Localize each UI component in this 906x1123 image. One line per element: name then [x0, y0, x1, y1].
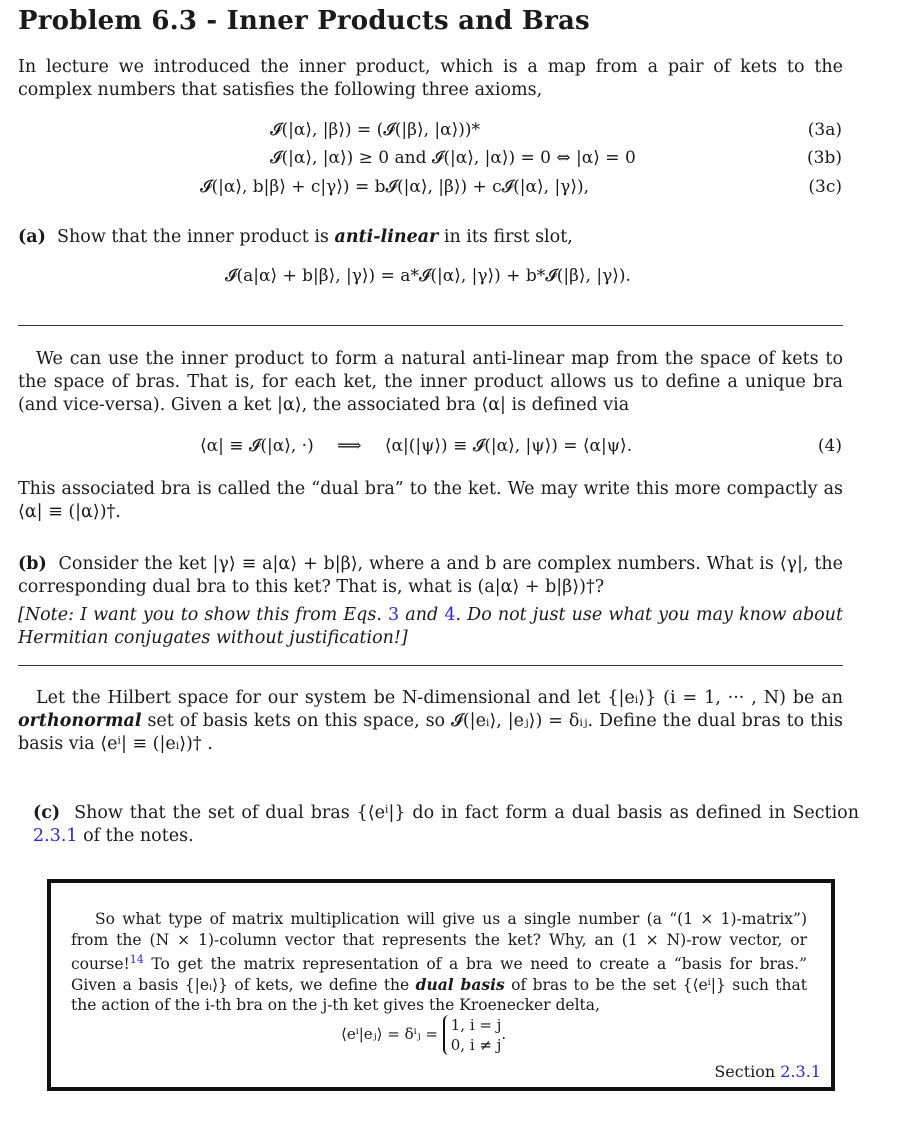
case-2: 0, i ≠ j [450, 1036, 502, 1054]
eq-label-4: (4) [817, 436, 842, 456]
axiom-3b: 𝓘(|α⟩, |α⟩) ≥ 0 and 𝓘(|α⟩, |α⟩) = 0 ⇔ |α⟩ = 0 [270, 148, 636, 168]
box-section-link[interactable]: 2.3.1 [780, 1062, 821, 1081]
dual-basis-emph: dual basis [415, 974, 505, 994]
hilbert-paragraph [18, 687, 843, 756]
notes-excerpt-box [47, 879, 835, 1091]
part-a-text: Show that the inner product is [57, 227, 329, 247]
part-c-text: Show that the set of dual bras {⟨eⁱ|} do in fact form a dual basis as defined in Section [74, 803, 859, 823]
eq-label-3b: (3b) [807, 148, 842, 168]
divider-2 [18, 665, 843, 666]
bra-intro-paragraph: We can use the inner product to form a natural anti-linear map from the space of kets to the space of bras. That is, for each ket, the inner product allows us to define a unique bra (and vice-versa). Given a ket |α⟩, the associated bra ⟨α| is defined via [18, 349, 843, 415]
cases-brace [443, 1015, 502, 1055]
part-c-label: (c) [33, 803, 61, 823]
implies-icon: ⟹ [337, 436, 362, 456]
part-a-text-after: in its first slot, [443, 227, 573, 247]
box-text-1: So what type of matrix multiplication will give us a single number (a “(1 × 1)-matrix”) from the (N × 1)-column vector that represents the ket? Why, an (1 × N)-row vector, or course! [71, 910, 807, 974]
footnote-14-link[interactable]: 14 [129, 953, 144, 966]
part-c [33, 802, 859, 848]
part-a [18, 226, 843, 249]
case-1: 1, i = j [450, 1016, 502, 1034]
part-b-text: Consider the ket |γ⟩ ≡ a|α⟩ + b|β⟩, where a and b are complex numbers. What is ⟨γ|, the corresponding dual bra to this ket? That is, what is (a|α⟩ + b|β⟩)†? [18, 554, 843, 597]
box-text-3: of bras to be the set {⟨eⁱ|} such that the action of the i-th bra on the j-th ket gives the Kroenecker delta, [71, 975, 807, 1015]
part-a-label: (a) [18, 227, 46, 247]
box-source [714, 1062, 821, 1081]
eq-ref-3[interactable]: 3 [388, 605, 400, 625]
eq4-left: ⟨α| ≡ 𝓘(|α⟩, ·) [200, 436, 314, 456]
part-b-label: (b) [18, 554, 47, 574]
anti-linear-equation: 𝓘(a|α⟩ + b|β⟩, |γ⟩) = a*𝓘(|α⟩, |γ⟩) + b*𝓘(|β⟩, |γ⟩). [225, 266, 631, 286]
box-text-2: To get the matrix representation of a bra we need to create a “basis for bras.” Given a basis {|eᵢ⟩} of kets, we define the [71, 955, 807, 994]
intro-paragraph: In lecture we introduced the inner product, which is a map from a pair of kets to the complex numbers that satisfies the following three axioms, [18, 57, 843, 100]
part-c-text-after: of the notes. [83, 826, 194, 846]
orthonormal-emph: orthonormal [18, 711, 142, 731]
divider-1 [18, 325, 843, 326]
note-text-after: . Do not just use what you may know about Hermitian conjugates without justification!] [18, 605, 843, 648]
part-b [18, 553, 843, 599]
kronecker-lhs: ⟨eⁱ|eⱼ⟩ = δⁱⱼ = [341, 1025, 438, 1043]
box-source-label: Section [714, 1062, 776, 1081]
hilbert-text-after: set of basis kets on this space, so 𝓘(|eᵢ⟩, |eⱼ⟩) = δᵢⱼ. Define the dual bras to this basis via ⟨eⁱ| ≡ (|eᵢ⟩)† . [18, 711, 843, 754]
section-ref-link[interactable]: 2.3.1 [33, 826, 78, 846]
box-text [71, 909, 807, 1016]
axiom-3a: 𝓘(|α⟩, |β⟩) = (𝓘(|β⟩, |α⟩))* [270, 120, 481, 140]
dual-bra-paragraph: This associated bra is called the “dual bra” to the ket. We may write this more compactly as ⟨α| ≡ (|α⟩)†. [18, 479, 843, 522]
eq-ref-4[interactable]: 4 [444, 605, 456, 625]
hilbert-text: Let the Hilbert space for our system be N-dimensional and let {|eᵢ⟩} (i = 1, ··· , N) be an [36, 688, 843, 708]
axiom-3c: 𝓘(|α⟩, b|β⟩ + c|γ⟩) = b𝓘(|α⟩, |β⟩) + c𝓘(|α⟩, |γ⟩), [200, 177, 589, 197]
part-b-note [18, 604, 843, 650]
kronecker-end: . [501, 1025, 507, 1043]
eq-label-3a: (3a) [807, 120, 842, 140]
eq4-right: ⟨α|(|ψ⟩) ≡ 𝓘(|α⟩, |ψ⟩) = ⟨α|ψ⟩. [384, 436, 633, 456]
note-text: [Note: I want you to show this from Eqs. [18, 605, 382, 625]
kronecker-equation [341, 1015, 506, 1055]
equation-4 [200, 436, 632, 456]
problem-title: Problem 6.3 - Inner Products and Bras [18, 6, 590, 36]
note-and: and [405, 605, 439, 625]
eq-label-3c: (3c) [808, 177, 842, 197]
part-a-emph: anti-linear [334, 227, 439, 247]
